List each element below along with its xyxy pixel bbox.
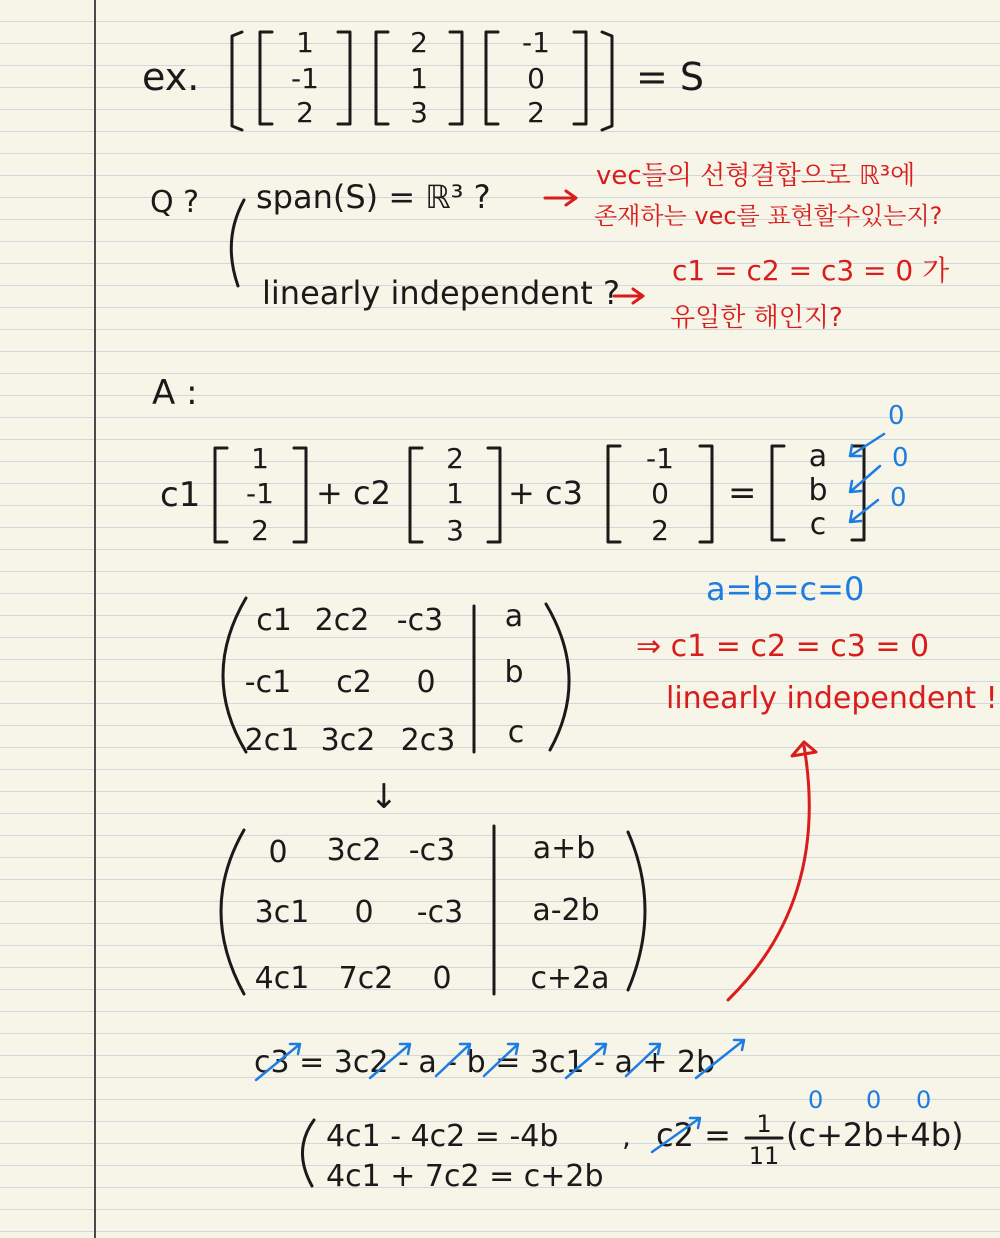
span-explanation-line2: 존재하는 vec를 표현할수있는지?	[594, 202, 943, 230]
matrix2-cell: 0	[354, 895, 374, 930]
rhs-entry: a	[808, 439, 828, 474]
red-curved-arrow	[728, 746, 809, 1000]
answer-vector-1-entry: 2	[251, 514, 269, 547]
abc-zero-note: a=b=c=0	[706, 570, 865, 608]
matrix2-cell: -c3	[416, 895, 464, 930]
blue-zero: 0	[808, 1086, 824, 1114]
question-independent: linearly independent ?	[262, 274, 620, 312]
matrix1-cell: -c3	[396, 603, 444, 638]
system-eq2: 4c1 + 7c2 = c+2b	[326, 1159, 604, 1194]
matrix1-cell: 0	[416, 665, 436, 700]
vector-equals: =	[728, 473, 757, 513]
matrix1-cell: 3c2	[320, 723, 376, 758]
independent-explanation-line1: c1 = c2 = c3 = 0 가	[672, 254, 950, 287]
system-brace	[302, 1120, 314, 1186]
rhs-entry: b	[808, 473, 828, 508]
blue-zero: 0	[866, 1086, 882, 1114]
set-equals-s: = S	[636, 55, 705, 99]
matrix1-aug-cell: b	[504, 655, 524, 690]
c2-solution-label: c2 =	[656, 1116, 731, 1154]
question-brace	[231, 200, 244, 286]
matrix2-cell: -c3	[408, 833, 456, 868]
blue-zero: 0	[892, 443, 909, 473]
vector-3-entry: 0	[527, 62, 545, 95]
red-arrow-right-icon	[545, 191, 576, 205]
answer-vector-3-entry: 0	[651, 477, 669, 510]
matrix1-cell: 2c3	[400, 723, 456, 758]
question-label: Q ?	[150, 185, 200, 220]
fraction-numerator: 1	[756, 1110, 772, 1138]
matrix1-paren-right	[546, 604, 569, 750]
answer-label: A :	[152, 373, 198, 413]
vector-3-entry: 2	[527, 96, 545, 129]
blue-zero: 0	[916, 1086, 932, 1114]
vector-1-entry: 2	[296, 96, 314, 129]
answer-vector-1-entry: 1	[251, 442, 269, 475]
matrix2-cell: 4c1	[254, 961, 310, 996]
matrix2-aug-cell: c+2a	[530, 961, 610, 996]
matrix2-cell: 3c1	[254, 895, 310, 930]
matrix1-cell: c1	[256, 603, 292, 638]
matrix1-aug-cell: a	[504, 599, 524, 634]
answer-vector-2-entry: 1	[446, 477, 464, 510]
set-brace-left	[232, 32, 242, 130]
matrix2-aug-cell: a-2b	[532, 893, 600, 928]
plus-c2: + c2	[316, 474, 391, 512]
system-eq1: 4c1 - 4c2 = -4b	[326, 1119, 559, 1154]
c3-substitution: c3 = 3c2 - a - b = 3c1 - a + 2b	[254, 1045, 716, 1080]
vector-1-entry: 1	[296, 26, 314, 59]
question-span: span(S) = ℝ³ ?	[256, 178, 491, 216]
vector-1-entry: -1	[291, 62, 319, 95]
matrix2-paren-right	[628, 832, 645, 990]
matrix1-cell: 2c1	[244, 723, 300, 758]
plus-c3: + c3	[508, 474, 583, 512]
example-label: ex.	[142, 55, 200, 99]
matrix1-aug-cell: c	[507, 715, 525, 750]
matrix1-cell: -c1	[244, 665, 292, 700]
independent-conclusion: linearly independent !	[666, 681, 998, 716]
answer-vector-1-entry: -1	[246, 477, 274, 510]
vector-2-entry: 2	[410, 26, 428, 59]
separator-comma: ,	[622, 1120, 631, 1153]
blue-zero: 0	[888, 401, 905, 431]
matrix1-cell: 2c2	[314, 603, 370, 638]
answer-vector-3-entry: 2	[651, 514, 669, 547]
vector-3-entry: -1	[522, 26, 550, 59]
blue-zero: 0	[890, 483, 907, 513]
c2-expression: (c+2b+4b)	[786, 1116, 964, 1154]
answer-vector-2-entry: 3	[446, 514, 464, 547]
fraction-denominator: 11	[748, 1142, 780, 1170]
coef-c1: c1	[160, 475, 201, 515]
matrix2-cell: 3c2	[326, 833, 382, 868]
span-explanation-line1: vec들의 선형결합으로 ℝ³에	[596, 161, 916, 191]
matrix2-cell: 7c2	[338, 961, 394, 996]
answer-vector-3-entry: -1	[646, 442, 674, 475]
matrix2-aug-cell: a+b	[532, 831, 596, 866]
vector-2-entry: 3	[410, 96, 428, 129]
set-brace-right	[602, 32, 612, 130]
vector-2-entry: 1	[410, 62, 428, 95]
matrix2-cell: 0	[268, 835, 288, 870]
coefficients-zero-result: ⇒ c1 = c2 = c3 = 0	[636, 629, 930, 664]
down-arrow-icon: ↓	[369, 777, 399, 817]
matrix1-paren-left	[223, 598, 246, 752]
matrix2-paren-left	[221, 830, 244, 994]
matrix1-cell: c2	[336, 665, 372, 700]
matrix2-cell: 0	[432, 961, 452, 996]
answer-vector-2-entry: 2	[446, 442, 464, 475]
rhs-entry: c	[809, 507, 827, 542]
independent-explanation-line2: 유일한 해인지?	[670, 303, 843, 333]
